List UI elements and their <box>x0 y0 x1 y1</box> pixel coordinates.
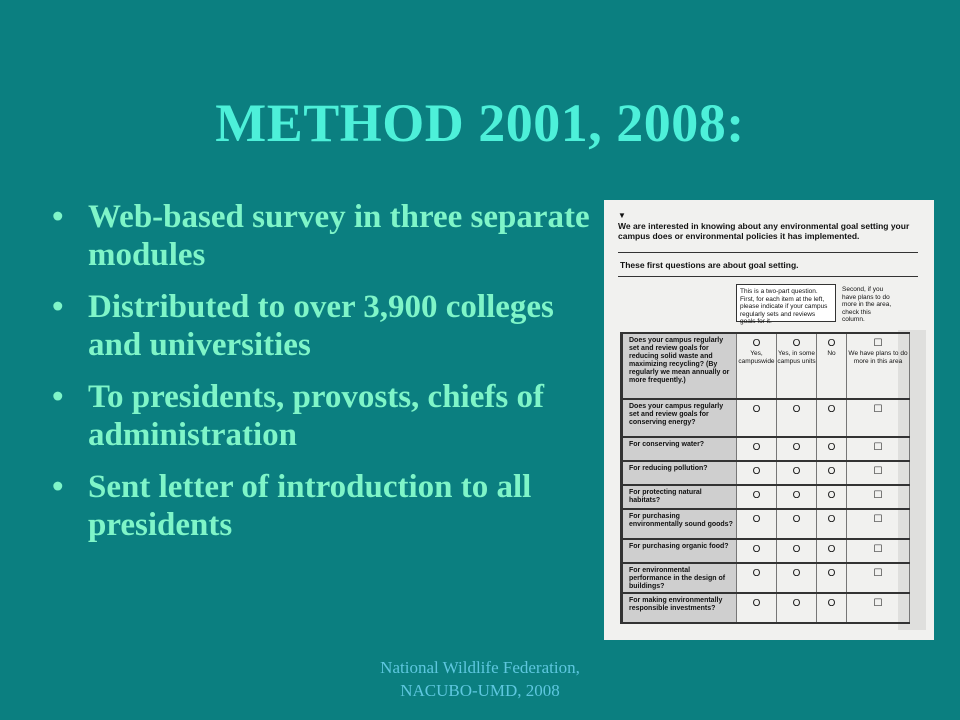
bullet-icon: • <box>52 469 64 505</box>
radio-icon: O <box>792 544 801 555</box>
checkbox-icon: ☐ <box>873 598 883 609</box>
question-label: For purchasing organic food? <box>620 540 736 562</box>
radio-icon: O <box>752 514 761 525</box>
radio-icon: O <box>752 442 761 453</box>
option-cell <box>776 462 816 484</box>
radio-icon: O <box>827 404 836 415</box>
option-cell <box>846 462 910 484</box>
radio-icon: O <box>792 568 801 579</box>
checkbox-icon: ☐ <box>873 514 883 525</box>
question-label: For environmental performance in the design of buildings? <box>620 564 736 592</box>
checkbox-icon: ☐ <box>873 338 883 349</box>
radio-icon: O <box>752 338 761 349</box>
option-cell <box>816 564 846 592</box>
option-cell <box>776 486 816 508</box>
option-cell <box>736 334 776 398</box>
question-label: For conserving water? <box>620 438 736 460</box>
survey-form-image <box>604 200 934 640</box>
radio-icon: O <box>792 490 801 501</box>
bullet-item <box>52 468 612 544</box>
option-cell <box>736 564 776 592</box>
option-cell <box>816 400 846 436</box>
radio-icon: O <box>792 442 801 453</box>
option-cell <box>846 400 910 436</box>
option-cell <box>776 540 816 562</box>
option-cell <box>736 486 776 508</box>
radio-icon: O <box>827 514 836 525</box>
option-cell <box>776 594 816 622</box>
bullet-list <box>52 198 612 558</box>
table-row <box>620 538 910 562</box>
question-label: Does your campus regularly set and review goals for reducing solid waste and maximizing recycling? (By regularly we mean annually or more frequently.) <box>620 334 736 398</box>
survey-intro <box>618 210 918 241</box>
checkbox-icon: ☐ <box>873 466 883 477</box>
option-cell <box>776 510 816 538</box>
option-cell <box>776 334 816 398</box>
option-cell <box>776 564 816 592</box>
option-cell <box>736 510 776 538</box>
radio-icon: O <box>827 442 836 453</box>
radio-icon: O <box>792 404 801 415</box>
radio-icon: O <box>752 466 761 477</box>
bullet-text: Sent letter of introduction to all presidents <box>88 469 532 543</box>
survey-subheading: These first questions are about goal setting. <box>620 260 799 270</box>
option-cell <box>816 486 846 508</box>
radio-icon: O <box>827 544 836 555</box>
question-label: For making environmentally responsible investments? <box>620 594 736 622</box>
table-row <box>620 508 910 538</box>
table-row <box>620 592 910 624</box>
checkbox-icon: ☐ <box>873 568 883 579</box>
table-row <box>620 562 910 592</box>
option-cell <box>736 594 776 622</box>
radio-icon: O <box>827 598 836 609</box>
bullet-item <box>52 288 612 364</box>
question-label: For reducing pollution? <box>620 462 736 484</box>
option-cell <box>816 540 846 562</box>
survey-intro-text: We are interested in knowing about any environmental goal setting your campus does or environmental policies it has implemented. <box>618 221 910 241</box>
divider <box>618 276 918 277</box>
option-cell <box>736 400 776 436</box>
radio-icon: O <box>752 404 761 415</box>
radio-icon: O <box>827 466 836 477</box>
option-cell <box>816 594 846 622</box>
checkbox-icon: ☐ <box>873 442 883 453</box>
checkbox-icon: ☐ <box>873 544 883 555</box>
divider <box>618 252 918 253</box>
slide-title: METHOD 2001, 2008: <box>215 93 745 153</box>
table-row <box>620 398 910 436</box>
bullet-icon: • <box>52 289 64 325</box>
option-cell <box>736 462 776 484</box>
option-cell <box>846 540 910 562</box>
option-cell <box>816 510 846 538</box>
checkbox-icon: ☐ <box>873 490 883 501</box>
radio-icon: O <box>752 544 761 555</box>
bullet-item <box>52 378 612 454</box>
table-row <box>620 484 910 508</box>
option-cell <box>846 510 910 538</box>
bullet-text: To presidents, provosts, chiefs of administration <box>88 379 544 453</box>
radio-icon: O <box>827 568 836 579</box>
option-cell <box>736 540 776 562</box>
footer-line-1: National Wildlife Federation, <box>380 658 580 677</box>
bullet-text: Web-based survey in three separate modules <box>88 199 590 273</box>
option-cell <box>816 438 846 460</box>
question-label: Does your campus regularly set and review goals for conserving energy? <box>620 400 736 436</box>
option-label: Yes, campuswide <box>738 350 775 365</box>
radio-icon: O <box>752 490 761 501</box>
radio-icon: O <box>792 338 801 349</box>
table-row <box>620 460 910 484</box>
option-label: No <box>827 350 836 357</box>
radio-icon: O <box>827 338 836 349</box>
option-label: We have plans to do more in this area <box>848 350 908 365</box>
survey-right-note: Second, if you have plans to do more in the area, check this column. <box>842 286 892 323</box>
option-cell <box>776 400 816 436</box>
option-cell <box>846 594 910 622</box>
radio-icon: O <box>792 598 801 609</box>
radio-icon: O <box>752 568 761 579</box>
survey-header-note: This is a two-part question. First, for each item at the left, please indicate if your campus regularly sets and reviews goals for it. <box>736 284 836 322</box>
option-cell <box>736 438 776 460</box>
radio-icon: O <box>792 514 801 525</box>
question-label: For purchasing environmentally sound goods? <box>620 510 736 538</box>
option-label: Yes, in some campus units <box>777 350 816 365</box>
slide-footer <box>320 656 640 702</box>
option-cell <box>846 334 910 398</box>
bullet-item <box>52 198 612 274</box>
option-cell <box>816 334 846 398</box>
footer-line-2: NACUBO-UMD, 2008 <box>400 681 560 700</box>
bullet-text: Distributed to over 3,900 colleges and universities <box>88 289 554 363</box>
arrow-down-icon: ▼ <box>618 211 626 220</box>
option-cell <box>776 438 816 460</box>
table-row <box>620 332 910 398</box>
option-cell <box>846 438 910 460</box>
radio-icon: O <box>752 598 761 609</box>
bullet-icon: • <box>52 379 64 415</box>
radio-icon: O <box>792 466 801 477</box>
option-cell <box>846 564 910 592</box>
option-cell <box>816 462 846 484</box>
question-label: For protecting natural habitats? <box>620 486 736 508</box>
option-cell <box>846 486 910 508</box>
radio-icon: O <box>827 490 836 501</box>
bullet-icon: • <box>52 199 64 235</box>
checkbox-icon: ☐ <box>873 404 883 415</box>
table-row <box>620 436 910 460</box>
